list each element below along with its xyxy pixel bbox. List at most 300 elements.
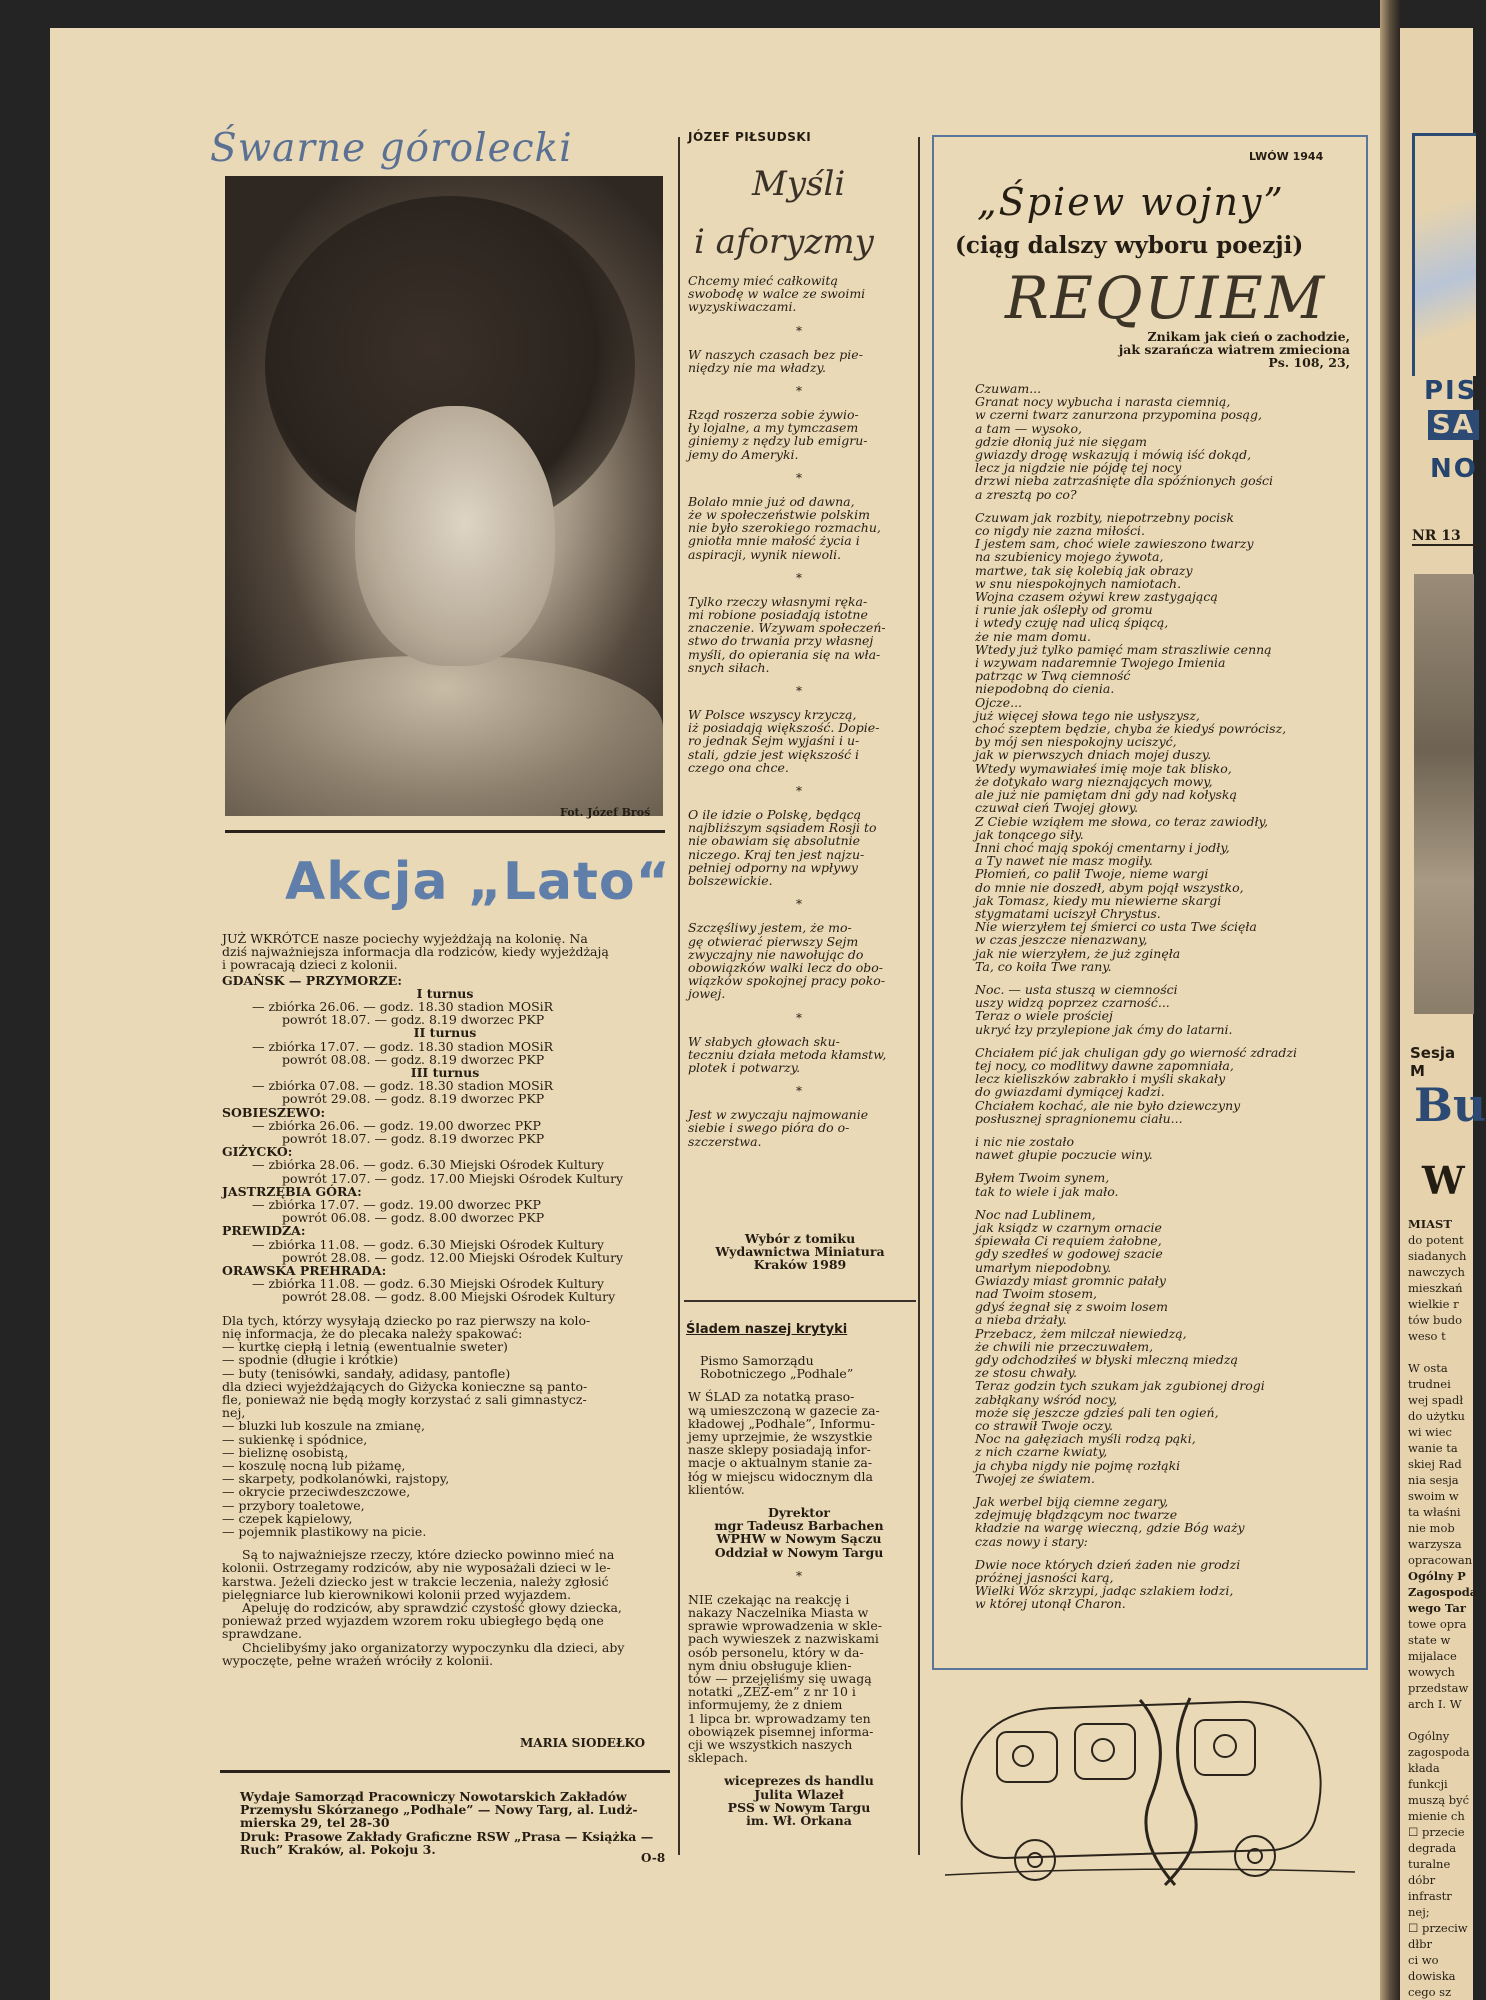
poem-line: Teraz o wiele prościej [975, 1008, 1113, 1024]
slad-line: WPHW w Nowym Sączu [716, 1531, 882, 1547]
aphorism-line: plotek i potwarzy. [688, 1059, 801, 1075]
poem-line: i wtedy czuję nad ulicą śpiącą, [975, 615, 1169, 631]
next-page-text-line: kłada [1408, 1761, 1440, 1775]
slad-line: sprawie wprowadzenia w skle- [688, 1618, 883, 1634]
poem-line: i runie jak oślepły od gromu [975, 602, 1153, 618]
schedule-line: — zbiórka 11.08. — godz. 6.30 Miejski Ośrodek Kultury [252, 1276, 604, 1292]
next-page-text-line: wielkie r [1408, 1297, 1459, 1311]
slad-title: Śladem naszej krytyki [686, 1322, 848, 1337]
aphorism-line: teczniu działa metoda kłamstw, [688, 1046, 887, 1062]
text-line: kolonii. Ostrzegamy rodziców, aby nie wyposażali dzieci w le- [222, 1560, 611, 1576]
aphorism-line: iż posiadają większość. Dopie- [688, 720, 880, 736]
next-page-text-line: do potent [1408, 1233, 1464, 1247]
poem-line: posłusznej spragnionemu ciału... [975, 1110, 1183, 1126]
aphorism-line: nie było szerokiego rozmachu, [688, 520, 881, 536]
next-page-text-line: swoim w [1408, 1489, 1459, 1503]
schedule-line: — zbiórka 17.07. — godz. 18.30 stadion MOSiR [252, 1038, 554, 1054]
footer-line: Przemysłu Skórzanego „Podhale” — Nowy Targ, al. Ludż- [240, 1802, 638, 1818]
aphorism-line: czego ona chce. [688, 759, 789, 775]
aphorism-line: myśli, do opierania się na wła- [688, 646, 881, 662]
slad-line: wiceprezes ds handlu [724, 1773, 874, 1789]
next-page-text-line: nia sesja [1408, 1473, 1459, 1487]
poem-line: a tam — wysoko, [975, 420, 1082, 436]
poem-line: jak w pierwszych dniach mojej duszy. [975, 747, 1212, 763]
next-page-text-line: warzysza [1408, 1537, 1462, 1551]
separator-star: * [796, 897, 802, 912]
slad-line: NIE czekając na reakcję i [688, 1591, 850, 1607]
aphorism-line: Bolało mnie już od dawna, [688, 493, 855, 509]
next-page-text-line: Ogólny [1408, 1729, 1450, 1743]
slad-line: Julita Wlazeł [754, 1786, 844, 1802]
poem-line: co strawił Twoje oczy. [975, 1418, 1113, 1434]
schedule-line: — zbiórka 26.06. — godz. 19.00 dworzec PKP [252, 1117, 541, 1133]
footer-line: Wydaje Samorząd Pracowniczy Nowotarskich Zakładów [240, 1789, 627, 1804]
dateline: LWÓW 1944 [1249, 150, 1324, 163]
session-label: Sesja M [1410, 1044, 1456, 1080]
packing-item: — sukienkę i spódnice, [222, 1431, 368, 1447]
slad-line: informujemy, że z dniem [688, 1697, 843, 1713]
divider [220, 1770, 670, 1773]
aphorism-line: stwo do trwania przy własnej [688, 633, 874, 649]
poem-line: Inni choć mają spokój cmentarny i jodły, [975, 839, 1230, 855]
aphorism-line: Rząd roszerza sobie żywio- [688, 407, 859, 423]
text-line: Chcielibyśmy jako organizatorzy wypoczynku dla dzieci, aby [242, 1639, 625, 1655]
separator-star: * [796, 470, 802, 485]
akcja-schedule [222, 974, 668, 1304]
slad-line: sklepach. [688, 1750, 748, 1766]
schedule-line: III turnus [410, 1065, 480, 1081]
aphorism-line: gniotła mnie małość życia i [688, 533, 860, 549]
packing-item: — kurtkę ciepłą i letnią (ewentualnie sweter) [222, 1339, 508, 1355]
schedule-line: GIŻYCKO: [222, 1144, 293, 1160]
poem-line: by mój sen niespokojny uciszyć, [975, 734, 1177, 750]
schedule-line: — zbiórka 28.06. — godz. 6.30 Miejski Ośrodek Kultury [252, 1157, 604, 1173]
poem-line: i wzywam nadaremnie Twojego Imienia [975, 655, 1226, 671]
separator-star: * [796, 384, 802, 399]
next-page-text-line: skiej Rad [1408, 1457, 1462, 1471]
poem-line: śpiewała Ci requiem żałobne, [975, 1233, 1162, 1249]
aphorisms-title-2: i aforyzmy [694, 222, 874, 262]
text-line: Są to najważniejsze rzeczy, które dziecko powinno mieć na [242, 1547, 615, 1563]
next-page-text-line: trudnei [1408, 1377, 1451, 1391]
slad-line: nakazy Naczelnika Miasta w [688, 1605, 869, 1621]
poem-title: REQUIEM [1005, 264, 1327, 332]
next-page-text-line: wej spadł [1408, 1393, 1464, 1407]
author-name: JÓZEF PIŁSUDSKI [688, 130, 812, 144]
schedule-line: SOBIESZEWO: [222, 1104, 326, 1120]
next-page-text-line: Ogólny P [1408, 1569, 1466, 1583]
separator-star: * [796, 684, 802, 699]
aphorism-line: siebie i swego pióra do o- [688, 1120, 850, 1136]
next-page-text-line: towe opra [1408, 1617, 1467, 1631]
poem-line: Twojej ze światem. [975, 1470, 1096, 1486]
poem-line: że nie mam domu. [975, 628, 1091, 644]
schedule-line: powrót 18.07. — godz. 8.19 dworzec PKP [282, 1131, 545, 1147]
next-page-text-line: weso t [1408, 1329, 1446, 1343]
poem-body [975, 382, 1355, 1611]
text-line: karstwa. Jeżeli dziecko jest w trakcie leczenia, należy zgłosić [222, 1573, 609, 1589]
next-page-text-line: przedstaw [1408, 1681, 1469, 1695]
poem-line: a Ty nawet nie masz mogiły. [975, 853, 1153, 869]
text-line: Apeluję do rodziców, aby sprawdzić czystość głowy dziecka, [242, 1599, 622, 1615]
aphorism-line: aspiracji, wynik niewoli. [688, 546, 842, 562]
packing-item: — pojemnik plastikowy na picie. [222, 1523, 427, 1539]
poem-line: martwe, tak się kolebią jak obrazy [975, 562, 1193, 578]
packing-item: — bluzki lub koszule na zmianę, [222, 1418, 425, 1434]
separator-star: * [796, 1568, 802, 1583]
poem-line: Płomień, co palił Twoje, nieme wargi [975, 866, 1209, 882]
poem-line: Chciałem kochać, ale nie było dziewczyny [975, 1097, 1241, 1113]
next-page-text-line: wowych [1408, 1665, 1455, 1679]
akcja-lato-title: Akcja „Lato“ [285, 852, 671, 912]
source-line: Wydawnictwa Miniatura [715, 1244, 885, 1260]
slad-line: tów — przejęliśmy się uwagą [688, 1671, 872, 1687]
portrait-photo [225, 176, 663, 794]
slad-line: Pismo Samorządu [700, 1353, 814, 1368]
poem-line: Granat nocy wybucha i narasta ciemnią, [975, 394, 1231, 410]
slad-line: im. Wł. Orkana [746, 1813, 852, 1829]
schedule-line: — zbiórka 07.08. — godz. 18.30 stadion MOSiR [252, 1078, 554, 1094]
packing-item: — przybory toaletowe, [222, 1497, 365, 1513]
slad-line: pach wywieszek z nazwiskami [688, 1631, 879, 1647]
poem-line: i nic nie zostało [975, 1133, 1074, 1149]
next-page-text-line: turalne [1408, 1857, 1451, 1871]
aphorism-line: snych siłach. [688, 659, 770, 675]
aphorism-line: giniemy z nędzy lub emigru- [688, 433, 868, 449]
slad-line: Robotniczego „Podhale” [700, 1366, 854, 1382]
poem-line: już więcej słowa tego nie usłyszysz, [975, 707, 1200, 723]
aphorism-line: W słabych głowach sku- [688, 1033, 840, 1049]
separator-star: * [796, 570, 802, 585]
next-page-text-line: funkcji [1408, 1777, 1448, 1791]
source-line: Kraków 1989 [753, 1257, 847, 1273]
poem-line: Czuwam jak rozbity, niepotrzebny pocisk [975, 509, 1235, 525]
slad-line: cji we wszystkich naszych [688, 1737, 853, 1753]
poem-line: a zresztą po co? [975, 486, 1077, 502]
packing-item: — buty (tenisówki, sandały, adidasy, pantofle) [222, 1365, 511, 1381]
slad-line: notatki „ZEZ-em” z nr 10 i [688, 1684, 856, 1700]
aphorism-line: niczego. Kraj ten jest najzu- [688, 846, 865, 862]
next-page-text-line: zagospoda [1408, 1745, 1470, 1759]
poem-line: Przebacz, żem milczał niewiedzą, [975, 1325, 1187, 1341]
next-page-text-line: ta właśni [1408, 1505, 1461, 1519]
next-page-text-line: do użytku [1408, 1409, 1465, 1423]
aphorism-line: Tylko rzeczy własnymi ręka- [688, 593, 868, 609]
poem-line: ze stosu chwały. [975, 1365, 1077, 1381]
aphorism-line: pełniej odporny na wpływy [688, 859, 858, 875]
poem-line: Noc na gałęziach myśli rodzą pąki, [975, 1431, 1196, 1447]
poem-line: Chciałem pić jak chuligan gdy go wierność zdradzi [975, 1044, 1297, 1060]
next-page-text-line: dowiska [1408, 1969, 1456, 1983]
aphorism-line: jowej. [688, 986, 726, 1002]
aphorism-line: Szczęśliwy jestem, że mo- [688, 920, 852, 936]
footer-line: Ruch” Kraków, al. Pokoju 3. [240, 1841, 436, 1857]
poem-motto [1070, 330, 1350, 370]
packing-item: nię informacja, że do plecaka należy spakować: [222, 1325, 523, 1341]
poem-line: że dotykało warg nieznających mowy, [975, 773, 1213, 789]
poem-line: umarłym niepodobny. [975, 1259, 1112, 1275]
akcja-intro [222, 932, 668, 972]
poem-line: Noc. — usta stuszą w ciemności [975, 981, 1178, 997]
akcja-packing-list [222, 1314, 668, 1538]
next-page-text-line: siadanych [1408, 1249, 1467, 1263]
photo-shoulders [225, 656, 663, 816]
poem-line: gdzie dłonią już nie sięgam [975, 433, 1148, 449]
packing-item: — okrycie przeciwdeszczowe, [222, 1484, 411, 1500]
next-page-headline-1: Bu [1414, 1078, 1486, 1132]
poem-line: drzwi nieba zatrzaśnięte dla spóźnionych gości [975, 473, 1274, 489]
slad-line: osób personelu, który w da- [688, 1644, 864, 1660]
aphorism-line: niędzy nie ma władzy. [688, 359, 826, 375]
poem-line: nad Twoim stosem, [975, 1286, 1098, 1301]
masthead-fragment-1: PIS [1424, 376, 1478, 406]
masthead-graphic [1412, 133, 1476, 376]
aphorism-line: W naszych czasach bez pie- [688, 346, 863, 362]
poem-line: w której utonął Charon. [975, 1596, 1126, 1612]
source-line: Wybór z tomiku [744, 1231, 856, 1246]
next-page-text-line: nej; [1408, 1905, 1430, 1919]
aphorisms-title-1: Myśli [752, 164, 846, 204]
aphorism-line: wyzyskiwaczami. [688, 299, 797, 315]
masthead-fragment-2: SA [1428, 410, 1479, 440]
aphorism-line: ły lojalne, a my tymczasem [688, 420, 859, 436]
slad-line: W ŚLAD za notatką praso- [688, 1389, 855, 1405]
text-line: pielęgniarce lub kierownikowi kolonii przed wyjazdem. [222, 1586, 572, 1602]
poem-line: próżnej jasności karą, [975, 1570, 1114, 1586]
slad-body [688, 1354, 910, 1827]
poem-line: w czerni twarz zanurzona przypomina posąg, [975, 407, 1262, 423]
poem-line: zdejmuję błądzącym noc twarze [975, 1507, 1178, 1523]
aphorism-line: znaczenie. Wzywam społeczeń- [688, 620, 886, 636]
slad-line: nasze sklepy posiadają infor- [688, 1442, 871, 1458]
poem-line: Wielki Wóz skrzypi, jadąc szlakiem łodzi, [975, 1583, 1234, 1599]
separator-star: * [796, 1084, 802, 1099]
signature: MARIA SIODEŁKO [520, 1736, 646, 1750]
poem-line: kładzie na wargę wieczną, gdzie Bóg waży [975, 1520, 1245, 1536]
poem-line: gwiazdy drogę wskazują i mówią iść dokąd, [975, 447, 1252, 463]
poem-line: w czas jeszcze nienazwany, [975, 932, 1148, 948]
poem-line: jak nie wierzyłem, że już zginęła [975, 945, 1181, 961]
motto-line: Ps. 108, 23, [1268, 355, 1350, 371]
next-page-text-line: wanie ta [1408, 1441, 1458, 1455]
poem-line: nawet głupie poczucie winy. [975, 1147, 1153, 1163]
schedule-line: ORAWSKA PREHRADA: [222, 1263, 387, 1279]
schedule-line: powrót 28.08. — godz. 8.00 Miejski Ośrodek Kultury [282, 1289, 616, 1305]
aphorism-line: zwyczajny nie nawołując do [688, 946, 864, 962]
slad-line: wą umieszczoną w gazecie za- [688, 1402, 880, 1418]
next-page-text-line: cego sz [1408, 1985, 1452, 1999]
poem-line: Ta, co koiła Twe rany. [975, 958, 1112, 974]
slad-line: obowiązek pisemnej informa- [688, 1723, 874, 1739]
poem-line: na szubienicy mojego żywota, [975, 549, 1164, 565]
next-page-text-line: opracowan [1408, 1553, 1473, 1567]
aphorism-line: W Polsce wszyscy krzyczą, [688, 707, 857, 723]
divider [684, 1300, 916, 1302]
schedule-line: powrót 08.08. — godz. 8.19 dworzec PKP [282, 1051, 545, 1067]
aphorism-line: ro jednak Sejm wyjaśni i u- [688, 733, 860, 749]
poem-line: lecz ja nigdzie nie pójdę tej nocy [975, 460, 1182, 476]
poem-line: uszy widzą poprzez czarność... [975, 995, 1170, 1011]
next-page-text-line: MIAST [1408, 1217, 1452, 1231]
schedule-line: I turnus [416, 985, 474, 1001]
schedule-line: PREWIDZA: [222, 1223, 306, 1239]
slad-line: mgr Tadeusz Barbachen [714, 1518, 884, 1534]
akcja-closing [222, 1548, 668, 1667]
poem-line: Dwie noce których dzień żaden nie grodzi [975, 1556, 1241, 1572]
aphorism-line: O ile idzie o Polskę, będącą [688, 807, 862, 823]
schedule-line: — zbiórka 26.06. — godz. 18.30 stadion MOSiR [252, 999, 554, 1015]
poem-line: Wtedy wymawiałeś imię moje tak blisko, [975, 760, 1232, 776]
packing-item: nej, [222, 1405, 246, 1421]
schedule-line: powrót 18.07. — godz. 8.19 dworzec PKP [282, 1012, 545, 1028]
divider [225, 830, 665, 833]
poem-line: ale już nie pamiętam dni gdy nad kołyską [975, 787, 1237, 803]
poem-line: że chwili nie przeczuwałem, [975, 1338, 1154, 1354]
poem-line: Teraz godzin tych szukam jak zgubionej drogi [975, 1378, 1265, 1394]
separator-star: * [796, 323, 802, 338]
next-page-text-line: tów budo [1408, 1313, 1463, 1327]
text-line: ponieważ przed wyjazdem wzorem roku ubiegłego będą one [222, 1613, 604, 1629]
aphorisms-body [688, 274, 910, 1148]
aphorism-line: nie obawiam się absolutnie [688, 833, 861, 849]
packing-item: — spodnie (długie i krótkie) [222, 1352, 399, 1368]
poem-line: Wtedy już tylko pamięć mam straszliwie cenną [975, 641, 1272, 657]
poem-line: lecz kieliszków zabrakło i myśli skakały [975, 1071, 1226, 1087]
packing-item: fle, ponieważ nie będą mogły korzystać z sali gimnastycz- [222, 1391, 587, 1407]
next-page-text-line: degrada [1408, 1841, 1457, 1855]
next-page-text-line: ☐ przeciw [1408, 1921, 1468, 1935]
packing-item: — czepek kąpielowy, [222, 1510, 353, 1526]
poem-line: jak tonącego siły. [975, 826, 1084, 842]
next-page-text-line: dóbr [1408, 1873, 1436, 1887]
poem-line: jak ksiądz w czarnym ornacie [975, 1219, 1162, 1235]
next-page-text-line: infrastr [1408, 1889, 1452, 1903]
text-line: JUŻ WKRÓTCE nasze pociechy wyjeżdżają na kolonię. Na [222, 931, 588, 946]
next-page-text-line: mieszkań [1408, 1281, 1463, 1295]
next-page-text-line: arch I. W [1408, 1697, 1462, 1711]
packing-item: — skarpety, podkolanówki, rajstopy, [222, 1471, 450, 1487]
aphorism-line: szczerstwa. [688, 1133, 762, 1149]
slad-line: Dyrektor [768, 1505, 830, 1521]
print-code: O-8 [641, 1851, 666, 1865]
poem-line: a nieba drżały. [975, 1312, 1067, 1328]
text-line: wypoczęte, pełne wrażeń wróciły z kolonii. [222, 1652, 494, 1668]
poem-line: niepodobną do cienia. [975, 681, 1115, 697]
next-page-text-line: ci wo [1408, 1953, 1439, 1967]
aphorism-line: Jest w zwyczaju najmowanie [688, 1107, 869, 1123]
text-line: i powracają dzieci z kolonii. [222, 957, 398, 973]
next-page-text-line: mienie ch [1408, 1809, 1465, 1823]
aphorism-line: Chcemy mieć całkowitą [688, 273, 838, 288]
schedule-line: JASTRZĘBIA GÓRA: [222, 1183, 362, 1199]
next-page-text-line: Zagospoda [1408, 1585, 1478, 1599]
next-page-text-line: wi wiec [1408, 1425, 1452, 1439]
poem-series-title: „Śpiew wojny” [977, 180, 1285, 224]
slad-line: nym dniu obsługuje klien- [688, 1657, 852, 1673]
schedule-line: powrót 06.08. — godz. 8.00 dworzec PKP [282, 1210, 545, 1226]
poem-line: może się jeszcze gdzieś pali ten ogień, [975, 1404, 1219, 1420]
next-page-text-line: dłbr [1408, 1937, 1432, 1951]
packing-item: dla dzieci wyjeżdżających do Giżycka konieczne są panto- [222, 1378, 588, 1394]
poem-line: stygmatami uciszył Chrystus. [975, 905, 1161, 921]
packing-item: — koszulę nocną lub piżamę, [222, 1457, 406, 1473]
poem-line: jak Tomasz, kiedy mu niewierne skargi [975, 892, 1222, 908]
poem-line: czuwał cień Twojej głowy. [975, 800, 1139, 816]
schedule-line: powrót 28.08. — godz. 12.00 Miejski Ośrodek Kultury [282, 1249, 624, 1265]
aphorism-line: wiązków spokojnej pracy poko- [688, 973, 886, 989]
footer-line: mierska 29, tel 28-30 [240, 1815, 390, 1831]
footer-line: Druk: Prasowe Zakłady Graficzne RSW „Prasa — Książka — [240, 1828, 654, 1844]
poem-line: I jestem sam, choć wiele zawieszono twarzy [975, 536, 1254, 552]
publisher-footer [240, 1790, 660, 1856]
column-rule [918, 137, 920, 1855]
poem-line: Byłem Twoim synem, [975, 1170, 1110, 1186]
aphorism-line: stali, gdzie jest większość i [688, 746, 860, 762]
poem-line: Z Ciebie wziąłem me słowa, co teraz zawiodły, [975, 813, 1268, 829]
next-page-text-line: mijalace [1408, 1649, 1457, 1663]
aphorisms-source [700, 1232, 900, 1272]
next-page-text-line: wego Tar [1408, 1601, 1466, 1615]
poem-line: Gwiazdy miast gromnic pałały [975, 1272, 1166, 1288]
poem-line: Czuwam... [975, 381, 1042, 396]
poem-line: co nigdy nie zazna miłości. [975, 523, 1145, 539]
separator-star: * [796, 784, 802, 799]
aphorism-line: mi robione posiadają istotne [688, 607, 868, 623]
schedule-line: II turnus [413, 1025, 477, 1041]
aphorism-line: że w społeczeństwie polskim [688, 507, 870, 523]
poem-line: Noc nad Lublinem, [975, 1206, 1096, 1222]
poem-line: patrząc w Twą ciemność [975, 668, 1131, 684]
schedule-line: GDAŃSK — PRZYMORZE: [222, 972, 402, 988]
poem-line: ukryć łzy przylepione jak ćmy do latarni. [975, 1021, 1233, 1037]
poem-line: w snu niespokojnych namiotach. [975, 575, 1182, 591]
poem-line: Jak werbel biją ciemne zegary, [975, 1494, 1169, 1510]
issue-number: NR 13 [1412, 528, 1482, 546]
next-page-photo [1414, 574, 1474, 1014]
next-page-text-line: nie mob [1408, 1521, 1455, 1535]
motto-line: Znikam jak cień o zachodzie, [1147, 329, 1350, 344]
schedule-line: powrót 17.07. — godz. 17.00 Miejski Ośrodek Kultury [282, 1170, 624, 1186]
column-rule [678, 137, 680, 1855]
separator-star: * [796, 1010, 802, 1025]
schedule-line: powrót 29.08. — godz. 8.19 dworzec PKP [282, 1091, 545, 1107]
poem-line: tej nocy, co modlitwy dawne zapomniała, [975, 1057, 1234, 1073]
slad-line: PSS w Nowym Targu [727, 1799, 871, 1815]
masthead-fragment-3: NO [1430, 454, 1478, 484]
motto-line: jak szarańcza wiatrem zmieciona [1118, 342, 1350, 358]
poem-line: z nich czarne kwiaty, [975, 1444, 1108, 1460]
poem-line: Nie wierzyłem tej śmierci co usta Twe ścięła [975, 919, 1257, 935]
poem-line: gdyś żegnał się z swoim losem [975, 1299, 1168, 1315]
slad-line: kładowej „Podhale”, Informu- [688, 1415, 875, 1431]
slad-line: Oddział w Nowym Targu [714, 1544, 884, 1560]
article-title-swarne: Śwarne górolecki [210, 126, 573, 171]
aphorism-line: najbliższym sąsiadem Rosji to [688, 820, 877, 836]
akcja-lato-body [222, 932, 668, 1667]
schedule-line: — zbiórka 11.08. — godz. 6.30 Miejski Ośrodek Kultury [252, 1236, 604, 1252]
next-page-text-line: ☐ przecie [1408, 1825, 1465, 1839]
next-page [1400, 28, 1486, 2000]
text-line: dziś najważniejsza informacja dla rodziców, kiedy wyjeżdżają [222, 944, 609, 960]
photo-credit: Fot. Józef Broś [560, 806, 651, 819]
poem-line: Wojna czasem ożywi krew zastygającą [975, 589, 1218, 605]
photo-face [355, 406, 555, 666]
poem-line: gdy odchodziłeś w błyski mleczną miedzą [975, 1352, 1238, 1368]
slad-line: łóg w miejscu widocznym dla [688, 1468, 873, 1484]
next-page-text-line: W osta [1408, 1361, 1448, 1375]
slad-line: macje o aktualnym stanie za- [688, 1455, 873, 1471]
aphorism-line: obowiązków walki lecz do obo- [688, 959, 883, 975]
